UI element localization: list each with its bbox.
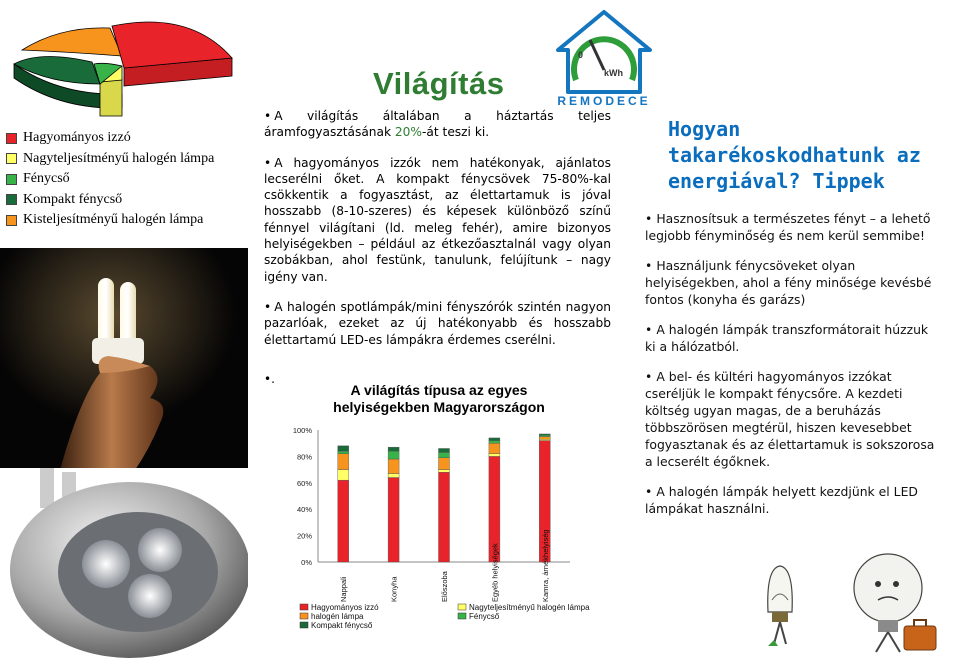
highlight-percent: 20% bbox=[394, 125, 423, 140]
bar-segment bbox=[489, 438, 500, 441]
legend-label: Kisteljesítményű halogén lámpa bbox=[23, 212, 204, 227]
stacked-bar-chart bbox=[280, 420, 610, 664]
tip-item bbox=[645, 257, 937, 308]
chart-legend-swatch bbox=[300, 613, 308, 619]
chart-legend-label: Hagyományos izzó bbox=[311, 603, 379, 612]
legend-label: Hagyományos izzó bbox=[23, 130, 131, 145]
bar-segment bbox=[439, 452, 450, 457]
bar-segment bbox=[539, 437, 550, 440]
chart-legend-label: Fénycső bbox=[469, 612, 500, 621]
y-tick-label: 60% bbox=[296, 478, 312, 488]
bar-segment bbox=[388, 451, 399, 459]
x-tick-label: Egyéb helyiségek bbox=[490, 543, 500, 602]
bar-segment bbox=[388, 478, 399, 562]
bar-segment bbox=[439, 472, 450, 562]
bullet: • bbox=[264, 109, 272, 123]
chart-legend-label: Kompakt fénycső bbox=[311, 621, 373, 630]
compact-bulb-photo bbox=[0, 248, 248, 470]
page-title: Világítás bbox=[373, 66, 505, 101]
bar-segment bbox=[489, 441, 500, 444]
bar-segment bbox=[338, 470, 349, 481]
chart-legend-swatch bbox=[458, 613, 466, 619]
bar-segment bbox=[338, 451, 349, 454]
logo-text: REMODECE bbox=[557, 94, 651, 108]
chart-legend-swatch bbox=[458, 604, 466, 610]
chart-legend-label: Nagyteljesítményű halogén lámpa bbox=[469, 603, 590, 612]
legend-label: Kompakt fénycső bbox=[23, 191, 123, 207]
bar-segment bbox=[338, 454, 349, 470]
bullet: • bbox=[645, 211, 653, 226]
legend-label: Fénycső bbox=[23, 171, 70, 186]
tip-text: A halogén lámpák helyett kezdjünk el LED lámpákat használni. bbox=[645, 484, 918, 516]
chart-legend-label: halogén lámpa bbox=[311, 612, 364, 621]
tip-item bbox=[645, 483, 937, 517]
bar-segment bbox=[388, 474, 399, 478]
legend-swatch bbox=[6, 174, 17, 185]
remodece-logo bbox=[552, 6, 656, 108]
pie-chart bbox=[0, 0, 248, 120]
meter-zero: 0 bbox=[578, 50, 584, 60]
tip-item bbox=[645, 368, 937, 470]
chart-legend-swatch bbox=[300, 622, 308, 628]
legend-swatch bbox=[6, 153, 17, 164]
bar-segment bbox=[388, 459, 399, 474]
paragraph bbox=[264, 155, 611, 285]
bar-segment bbox=[338, 480, 349, 562]
tip-text: A halogén lámpák transzformátorait húzzuk ki a hálózatból. bbox=[645, 322, 929, 354]
paragraph-text: -át teszi ki. bbox=[422, 125, 490, 140]
tips-list bbox=[645, 210, 937, 530]
legend-item bbox=[6, 149, 214, 170]
y-tick-label: 80% bbox=[296, 452, 312, 462]
bar-segment bbox=[439, 470, 450, 473]
x-tick-label: Konyha bbox=[389, 576, 399, 602]
bulb-tube bbox=[120, 282, 136, 346]
bullet: • bbox=[264, 155, 272, 170]
paragraph bbox=[264, 299, 611, 348]
chart-title: A világítás típusa az egyes helyiségekben Magyarországon bbox=[333, 382, 545, 415]
led-lens bbox=[138, 528, 182, 572]
bar-segment bbox=[338, 446, 349, 451]
bar-segment bbox=[388, 447, 399, 451]
pie-legend bbox=[6, 128, 214, 231]
y-tick-label: 40% bbox=[296, 505, 312, 515]
y-tick-label: 100% bbox=[292, 426, 312, 435]
bullet: • bbox=[645, 484, 653, 499]
tip-item bbox=[645, 321, 937, 355]
pie-slice-yellow bbox=[100, 78, 122, 116]
legend-item bbox=[6, 190, 214, 211]
bar-segment bbox=[489, 454, 500, 457]
middle-text bbox=[264, 108, 611, 362]
suitcase-icon bbox=[904, 626, 936, 650]
cartoon-bulbs-illustration bbox=[738, 548, 960, 664]
legend-item bbox=[6, 169, 214, 190]
tip-text: Használjunk fénycsöveket olyan helyiségekben, ahol a fény minősége kevésbé fontos (konyha és garázs) bbox=[645, 258, 932, 307]
bar-segment bbox=[439, 448, 450, 452]
bar-segment bbox=[439, 458, 450, 470]
led-spotlight-photo bbox=[0, 468, 248, 664]
bullet: • bbox=[645, 369, 653, 384]
stray-bullet: •. bbox=[264, 372, 275, 386]
legend-item bbox=[6, 210, 214, 231]
paragraph bbox=[264, 108, 611, 141]
x-tick-label: Előszoba bbox=[440, 571, 449, 602]
pie-slice-orange bbox=[22, 28, 122, 56]
y-tick-label: 20% bbox=[296, 531, 312, 541]
bar-segment bbox=[489, 443, 500, 454]
paragraph-text: A hagyományos izzók nem hatékonyak, ajánlatos lecserélni őket. A kompakt fénycsövek 75-80%-kal csökkentik a fogyasztást, az élettartamuk is jóval hosszabb (8-10-szeres) és képesek különböző színű fénnyel világítani (ld. meleg fehér), amire bizonyos helyiségekben – például az étkezőasztalnál vagy olyan szobákban, ahol festünk, tanulunk, felújítunk – nagy igény van. bbox=[264, 155, 611, 284]
legend-item bbox=[6, 128, 214, 149]
y-tick-label: 0% bbox=[301, 558, 312, 567]
bullet: • bbox=[264, 299, 272, 314]
legend-label: Nagyteljesítményű halogén lámpa bbox=[23, 150, 215, 166]
incandescent-bulb-character bbox=[854, 554, 936, 652]
bullet: • bbox=[645, 322, 653, 337]
bar-segment bbox=[539, 434, 550, 435]
paragraph-text: A halogén spotlámpák/mini fényszórók szintén nagyon pazarlóak, ezeket az új hatékonyabb és hosszabb élettartamú LED-es lámpákra érdemes cserélni. bbox=[264, 299, 611, 347]
legend-swatch bbox=[6, 215, 17, 226]
x-tick-label: Kamra, árnékhelyiség bbox=[540, 529, 550, 602]
led-lens bbox=[128, 574, 172, 618]
tips-title: Hogyan takarékoskodhatunk az energiával? Tippek bbox=[668, 117, 921, 193]
paragraph-text: A világítás általában a háztartás teljes áramfogyasztásának bbox=[264, 109, 611, 140]
legend-swatch bbox=[6, 194, 17, 205]
x-tick-label: Nappali bbox=[339, 576, 349, 602]
tip-text: A bel- és kültéri hagyományos izzókat cseréljük le kompakt fénycsőre. A kezdeti költség ugyan magas, de a beruházás többszörösen megtérül, hiszen kevesebbet fogyasztanak és az élettartamuk is sokszorosa a lecserélt égőknek. bbox=[645, 369, 935, 469]
compact-bulb-character bbox=[768, 566, 793, 646]
legend-swatch bbox=[6, 133, 17, 144]
house-icon bbox=[558, 12, 650, 92]
led-lens bbox=[82, 540, 130, 588]
bulb-tube bbox=[98, 278, 114, 346]
tip-text: Hasznosítsuk a természetes fényt – a lehető legjobb fényminőség és nem kerül semmibe! bbox=[645, 211, 931, 243]
bullet: • bbox=[645, 258, 653, 273]
meter-unit: kWh bbox=[604, 68, 623, 78]
chart-legend-swatch bbox=[300, 604, 308, 610]
tip-item bbox=[645, 210, 937, 244]
